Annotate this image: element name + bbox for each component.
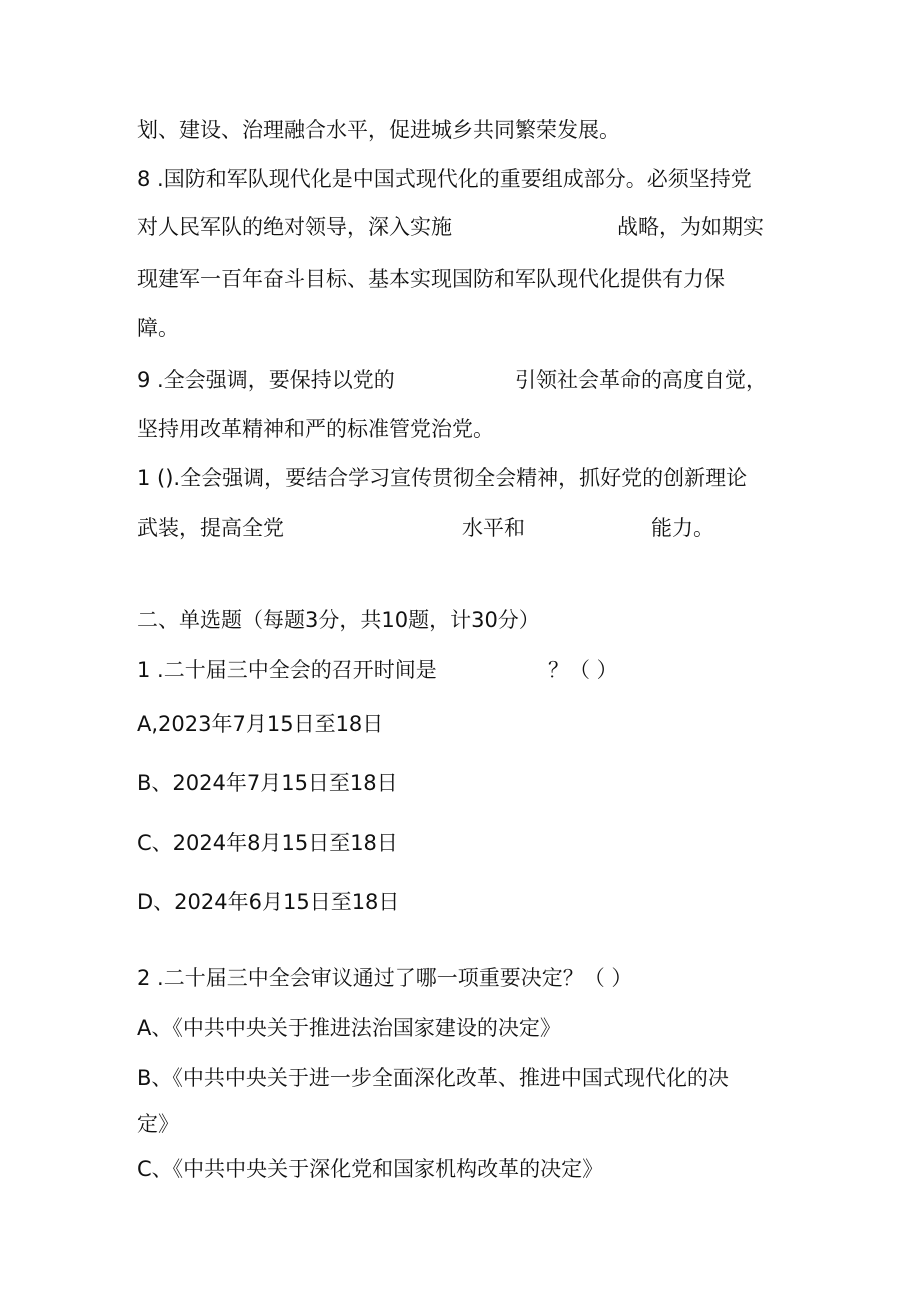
sc-q1-option-a-text: A,2023年7月15日至18日	[137, 712, 384, 736]
sc-q2-stem: 2 .二十届三中全会审议通过了哪一项重要决定？（ ）	[137, 966, 633, 990]
sc-q2-option-c-text: C、《中共中央关于深化党和国家机构改革的决定》	[137, 1157, 604, 1181]
sc-q1-answer-bracket[interactable]: ？（ ）	[548, 658, 618, 682]
q9-text-1a: 9 .全会强调，要保持以党的	[137, 368, 395, 392]
sc-q1-option-b-text: B、2024年7月15日至18日	[137, 771, 398, 795]
q10-text-2a: 武装，提高全党	[137, 516, 284, 540]
q9-text-1b: 引领社会革命的高度自觉，	[515, 368, 767, 392]
section-heading: 二、单选题（每题3分，共10题，计30分）	[137, 608, 540, 632]
q8-text-4: 障。	[137, 316, 179, 340]
sc-q1-option-d-text: D、2024年6月15日至18日	[137, 890, 400, 914]
q10-text-1: 1 ().全会强调，要结合学习宣传贯彻全会精神，抓好党的创新理论	[137, 466, 748, 490]
sc-q1-option-c-text: C、2024年8月15日至18日	[137, 831, 398, 855]
q8-text-1: 8 .国防和军队现代化是中国式现代化的重要组成部分。必须坚持党	[137, 167, 752, 191]
q8-text-2a: 对人民军队的绝对领导，深入实施	[137, 215, 452, 239]
sc-q2-option-b-text-2: 定》	[137, 1112, 179, 1136]
q7-tail-text: 划、建设、治理融合水平，促进城乡共同繁荣发展。	[137, 118, 620, 142]
q10-text-2b: 水平和	[462, 516, 525, 540]
sc-q2-option-a-text: A、《中共中央关于推进法治国家建设的决定》	[137, 1016, 561, 1040]
q8-text-2b: 战略，为如期实	[617, 215, 764, 239]
sc-q2-option-b-text-1: B、《中共中央关于进一步全面深化改革、推进中国式现代化的决	[137, 1066, 729, 1090]
q10-text-2c: 能力。	[651, 516, 714, 540]
q9-text-2: 坚持用改革精神和严的标准管党治党。	[137, 417, 494, 441]
q8-text-3: 现建军一百年奋斗目标、基本实现国防和军队现代化提供有力保	[137, 267, 725, 291]
sc-q1-stem: 1 .二十届三中全会的召开时间是	[137, 658, 437, 682]
